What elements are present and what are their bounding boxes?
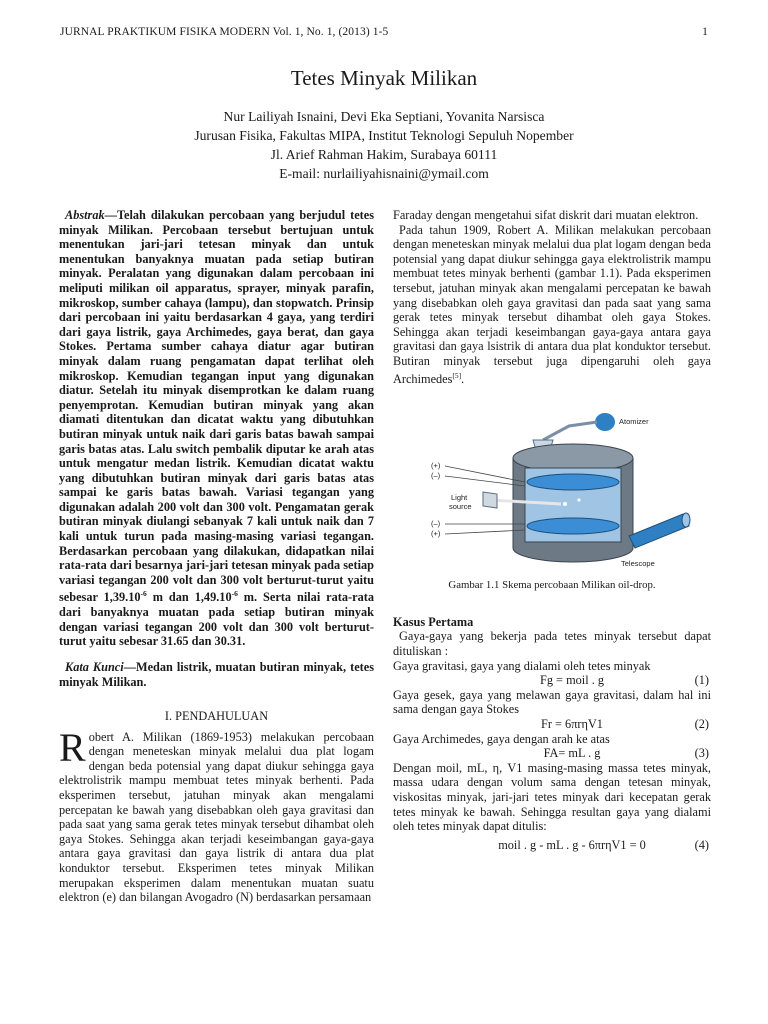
upper-plate-icon [527,474,619,490]
keywords [59,660,374,689]
gravity-label: Gaya gravitasi, gaya yang dialami oleh tetes minyak [393,658,651,673]
friction-label: Gaya gesek, gaya yang melawan gaya gravitasi, dalam hal ini sama dengan gaya Stokes [393,687,711,717]
kasus-intro: Gaya-gaya yang bekerja pada tetes minyak tersebut dapat dituliskan : [393,629,711,658]
history-end: . [461,371,465,386]
light-label-1: Light [451,493,468,503]
intro-text: obert A. Milikan (1869-1953) melakukan percobaan dengan meneteskan minyak melalui dua plat logam dengan beda potensial yang dapat diukur sehingga gaya elektrolistrik mampu membuat tetes minyak berhenti. Pada eksperimen tersebut, jatuhan minyak akan mengalami percepatan ke bawah yang disebabkan oleh gaya gravitasi dan pada saat yang sama gerak tetes minyak tersebut dihambat oleh gaya Stokes. Sehingga akan terjadi keseimbangan gaya-gaya antara gaya gravitasi dan gaya listrik di antara dua plat konduktor tersebut. Eksperimen tetes minyak Milikan merupakan eksperimen dalam menentukan muatan suatu elektron (e) dan bilangan Avogadro (N) berdasarkan persamaan [59,729,374,905]
paper-title: Tetes Minyak Milikan [290,66,478,90]
equation-1-number: (1) [694,673,709,688]
radius-value-2: 1,49.10 [194,590,232,605]
left-column [59,208,374,905]
intro-paragraph [59,724,374,905]
equation-3-body: FA= mL . g [543,746,601,761]
archimedes-label: Gaya Archimedes, gaya dengan arah ke atas [393,731,610,746]
equation-2-body: Fr = 6πrηV1 [541,716,603,731]
equation-2-number: (2) [694,716,709,731]
abstract-end: m. Serta nilai rata-rata dari banyaknya muatan pada setiap butiran minyak dengan variasi tegangan 200 volt dan 300 volt berturut-turut yaitu sebesar 31.65 dan 30.31. [59,590,374,649]
keywords-label: Kata Kunci [65,659,124,674]
telescope-label: Telescope [621,559,655,569]
page-number: 1 [702,26,708,38]
author-address: Jl. Arief Rahman Hakim, Surabaya 60111 [270,147,498,162]
equation-3 [393,746,711,761]
abstract-label: Abstrak [65,208,105,222]
polarity-minus-bottom: (–) [431,519,441,529]
figure-caption: Gambar 1.1 Skema percobaan Milikan oil-drop. [448,579,656,592]
oil-drop-icon [563,502,567,506]
history-text: Pada tahun 1909, Robert A. Milikan melakukan percobaan dengan meneteskan minyak melalui dua plat logam dengan beda potensial yang dapat diukur sehingga gaya elektrolistrik mampu membuat tetes minyak berhenti (gambar 1.1). Pada eksperimen tersebut, jatuhan minyak akan mengalami percepatan ke bawah yang disebabkan oleh gaya gravitasi dan pada saat yang sama gerak tetes minyak tersebut dihambat oleh gaya Stokes. Sehingga akan terjadi keseimbangan gaya-gaya antara gaya gravitasi dan gaya lsistrik di antara dua plat konduktor tersebut. Butiran minyak tersebut juga dipengaruhi oleh gaya Archimedes [393,222,711,386]
author-names: Nur Lailiyah Isnaini, Devi Eka Septiani, Yovanita Narsisca [223,109,545,124]
drop-cap: R [59,724,86,770]
atomizer-label: Atomizer [619,417,649,427]
polarity-minus-top: (–) [431,471,441,481]
oil-drop-icon [577,499,580,502]
running-header [60,26,708,38]
equation-4-body: moil . g - mL . g - 6πrηV1 = 0 [498,837,646,852]
variables-explanation: Dengan moil, mL, η, V1 masing-masing massa tetes minyak, massa udara dengan volum sama dengan tetesan minyak, viskositas minyak, jari-jari tetes minyak dari kecepatan gerak tetes minyak ke bawah. Sehingga resultan gaya yang dialami oleh tetes minyak dapat ditulis: [393,760,711,834]
equation-1 [393,673,711,688]
author-affiliation: Jurusan Fisika, Fakultas MIPA, Institut Teknologi Sepuluh Nopember [194,128,574,143]
citation: [5] [452,370,462,380]
light-label-2: source [449,502,472,512]
telescope-icon [629,514,689,548]
equation-4 [393,838,711,853]
millikan-figure [393,396,711,576]
abstract-mid: m dan [146,590,195,605]
equation-3-number: (3) [694,746,709,761]
atomizer-bulb-icon [595,413,615,431]
radius-exponent-1: -6 [140,589,147,599]
abstract [59,208,374,649]
history-paragraph [393,223,711,387]
abstract-text: —Telah dilakukan percobaan yang berjudul tetes minyak Milikan. Percobaan tersebut bertujuan untuk menentukan jari-jari tetesan minyak dan untuk menentukan banyaknya muatan pada setiap butiran minyak. Peralatan yang digunakan dalam percobaan ini meliputi milikan oil apparatus, sprayer, minyak parafin, mikroskop, sumber cahaya (lampu), dan stopwatch. Prinsip dari percobaan ini yaitu berdasarkan 4 gaya, yang terdiri dari gaya listrik, gaya Archimedes, gaya berat, dan gaya Stokes. Pertama sumber cahaya diatur agar butiran minyak dalam ruang pengamatan dapat terlihat oleh mikroskop. Kemudian tegangan input yang digunakan diatur. Setelah itu minyak disemprotkan ke dalam ruang penyemprotan. Kemudian butiran minyak yang akan diamati ditentukan dan dicatat waktu yang dibutuhkan butiran minyak untuk naik dari garis batas bawah sampai garis batas atas. Lalu switch pembalik diputar ke arah atas untuk mengatur medan listrik. Kemudian dicatat waktu yang dibutuhkan butiran minyak dari garis batas atas sampai ke garis batas bawah. Variasi tegangan yang digunakan adalah 200 volt dan 300 volt. Pengamatan gerak butiran minyak diulangi sebanyak 7 kali untuk naik dan 7 kali untuk turun pada masing-masing variasi tegangan. Berdasarkan percobaan yang dilakukan, didapatkan nilai rata-rata dari besarnya jari-jari tetesan minyak pada setiap variasi tegangan 200 volt dan 300 volt berturut-turut yaitu sebesar [59,208,374,605]
polarity-plus-bottom: (+) [431,529,441,539]
equation-2 [393,717,711,732]
polarity-plus-top: (+) [431,461,441,471]
telescope-lens-icon [682,513,690,527]
section-heading-intro: I. PENDAHULUAN [164,709,269,724]
millikan-apparatus-diagram [393,396,711,576]
radius-exponent-2: -6 [231,589,238,599]
right-column [393,208,711,852]
keywords-text: —Medan listrik, muatan butiran minyak, tetes minyak Milikan. [59,659,374,689]
light-source-icon [483,492,497,508]
equation-1-body: Fg = moil . g [540,673,604,688]
faraday-paragraph: Faraday dengan mengetahui sifat diskrit dari muatan elektron. [393,208,699,222]
atomizer-tube-icon [543,422,597,440]
author-block [0,107,768,183]
lower-plate-icon [527,518,619,534]
kasus-heading: Kasus Pertama [393,614,474,629]
author-email: E-mail: nurlailiyahisnaini@ymail.com [279,166,489,181]
journal-name: JURNAL PRAKTIKUM FISIKA MODERN Vol. 1, No. 1, (2013) 1-5 [60,26,389,38]
equation-4-number: (4) [694,837,709,852]
radius-value-1: 1,39.10 [103,590,141,605]
